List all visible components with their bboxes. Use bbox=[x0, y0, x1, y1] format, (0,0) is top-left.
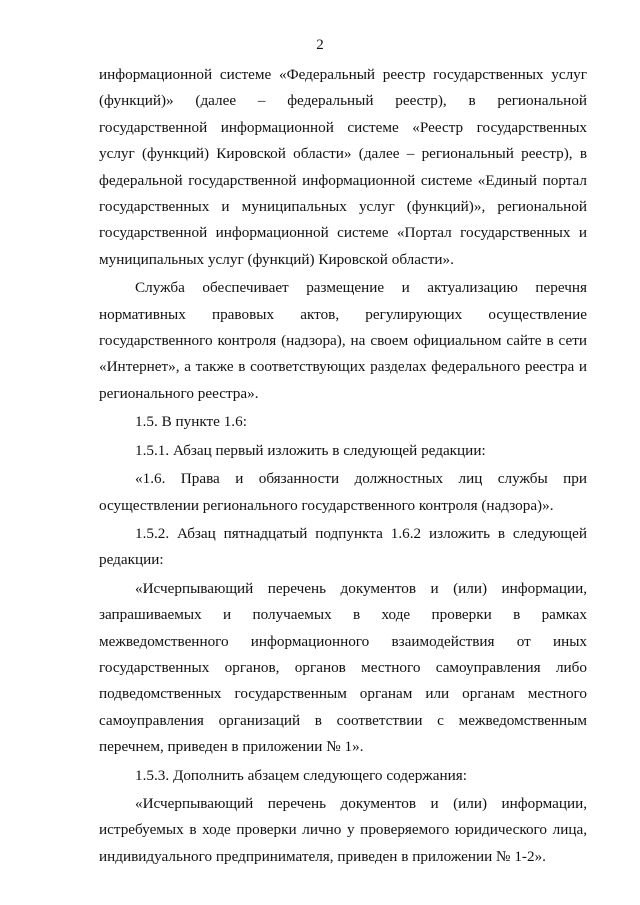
paragraph-quote-interagency-list: «Исчерпывающий перечень документов и (или) информации, запрашиваемых и получаемых в ходе проверки в рамках межведомственного информационного взаимодействия от иных государственных органов, органов местного самоуправления либо подведомственных государственным органам или органам местного самоуправления организаций в соответствии с межведомственным перечнем, приведен в приложении № 1». bbox=[99, 579, 587, 756]
paragraph-item-1-5-2: 1.5.2. Абзац пятнадцатый подпункта 1.6.2 изложить в следующей редакции: bbox=[99, 524, 587, 569]
page-number: 2 bbox=[316, 37, 324, 53]
paragraph-item-1-5: 1.5. В пункте 1.6: bbox=[135, 413, 247, 431]
paragraph-service-duties: Служба обеспечивает размещение и актуализацию перечня нормативных правовых актов, регулирующих осуществление государственного контроля (надзора), на своем официальном сайте в сети «Интернет», а также в соответствующих разделах федерального реестра и регионального реестра». bbox=[99, 279, 587, 402]
paragraph-quote-requested-docs: «Исчерпывающий перечень документов и (или) информации, истребуемых в ходе проверки лично у проверяемого юридического лица, индивидуального предпринимателя, приведен в приложении № 1-2». bbox=[99, 794, 587, 865]
paragraph-quote-1-6: «1.6. Права и обязанности должностных лиц службы при осуществлении регионального государственного контроля (надзора)». bbox=[99, 470, 587, 514]
document-body bbox=[99, 62, 587, 870]
paragraph-registry-info: информационной системе «Федеральный реестр государственных услуг (функций)» (далее – федеральный реестр), в региональной государственной информационной системе «Реестр государственных услуг (функций) Кировской области» (далее – региональный реестр), в федеральной государственной информационной системе «Единый портал государственных и муниципальных услуг (функций)», региональной государственной информационной системе «Портал государственных и муниципальных услуг (функций) Кировской области». bbox=[99, 66, 587, 268]
paragraph-item-1-5-1: 1.5.1. Абзац первый изложить в следующей редакции: bbox=[135, 441, 486, 459]
paragraph-item-1-5-3: 1.5.3. Дополнить абзацем следующего содержания: bbox=[135, 766, 467, 784]
